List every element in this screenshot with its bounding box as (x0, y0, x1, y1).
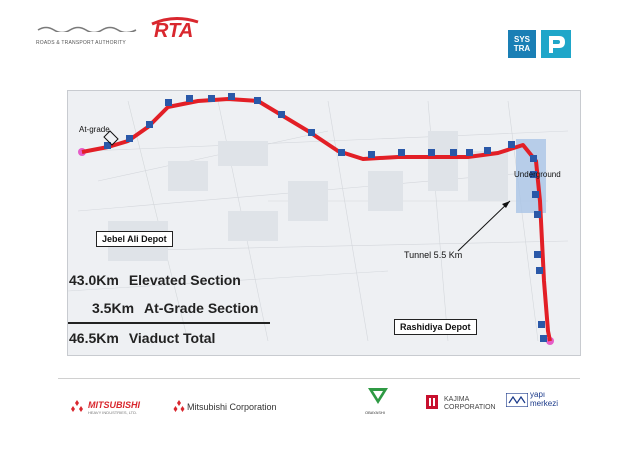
underground-label: Underground (514, 170, 561, 179)
station-marker (428, 149, 435, 156)
station-marker (534, 251, 541, 258)
station-marker (126, 135, 133, 142)
merkezi-name: merkezi (530, 399, 559, 408)
stat-elevated (69, 272, 241, 288)
route-map (67, 90, 581, 356)
station-marker (540, 335, 547, 342)
obayashi-name: OBAYASHI (365, 410, 385, 415)
yapi-merkezi-logo (530, 390, 558, 408)
station-marker (308, 129, 315, 136)
station-marker (508, 141, 515, 148)
station-marker (228, 93, 235, 100)
rta-subtitle: ROADS & TRANSPORT AUTHORITY (36, 40, 126, 46)
stat-at-grade (92, 300, 258, 316)
stat-desc: Elevated Section (128, 272, 241, 288)
kajima-logo (444, 396, 496, 412)
station-marker (484, 147, 491, 154)
stat-km: 3.5Km (92, 300, 135, 316)
station-marker (254, 97, 261, 104)
station-marker (368, 151, 375, 158)
kajima-name: KAJIMA (444, 396, 470, 403)
obayashi-logo-icon (366, 384, 390, 406)
kajima-corporation: CORPORATION (444, 404, 496, 411)
tunnel-label: Tunnel 5.5 Km (404, 250, 463, 260)
station-marker (450, 149, 457, 156)
stat-km: 43.0Km (69, 272, 119, 288)
stat-total (69, 330, 215, 346)
yapi-name: yapı (530, 390, 546, 399)
station-marker (186, 95, 193, 102)
station-marker (530, 155, 537, 162)
systra-logo-icon: SYS TRA (508, 30, 536, 58)
mitsubishi-diamonds-icon (70, 400, 84, 412)
station-marker (208, 95, 215, 102)
mhi-logo: MITSUBISHI (88, 400, 141, 410)
parsons-logo-icon (541, 30, 571, 58)
station-marker (146, 121, 153, 128)
rta-wordmark: RTA (154, 20, 194, 42)
rashidiya-depot-label: Rashidiya Depot (394, 319, 477, 335)
station-marker (534, 211, 541, 218)
kajima-logo-icon (426, 395, 438, 409)
station-marker (532, 191, 539, 198)
stat-divider (68, 322, 270, 324)
tunnel-pointer (458, 201, 510, 251)
rta-arabic-wordmark (36, 24, 140, 32)
stat-desc: Viaduct Total (128, 330, 216, 346)
yapi-merkezi-logo-icon (506, 393, 528, 407)
station-marker (165, 99, 172, 106)
mitsubishi-corporation-logo: Mitsubishi Corporation (187, 402, 277, 412)
station-marker (538, 321, 545, 328)
stat-desc: At-Grade Section (144, 300, 259, 316)
station-marker (278, 111, 285, 118)
jebel-ali-depot-label: Jebel Ali Depot (96, 231, 173, 247)
at-grade-label: At-grade (79, 125, 110, 134)
mitsubishi-corp-diamonds-icon (173, 400, 185, 412)
station-marker (338, 149, 345, 156)
stat-km: 46.5Km (69, 330, 119, 346)
mhi-subtitle: HEAVY INDUSTRIES, LTD. (88, 410, 138, 415)
station-marker (536, 267, 543, 274)
station-marker (398, 149, 405, 156)
station-marker (466, 149, 473, 156)
footer-divider (58, 378, 580, 379)
